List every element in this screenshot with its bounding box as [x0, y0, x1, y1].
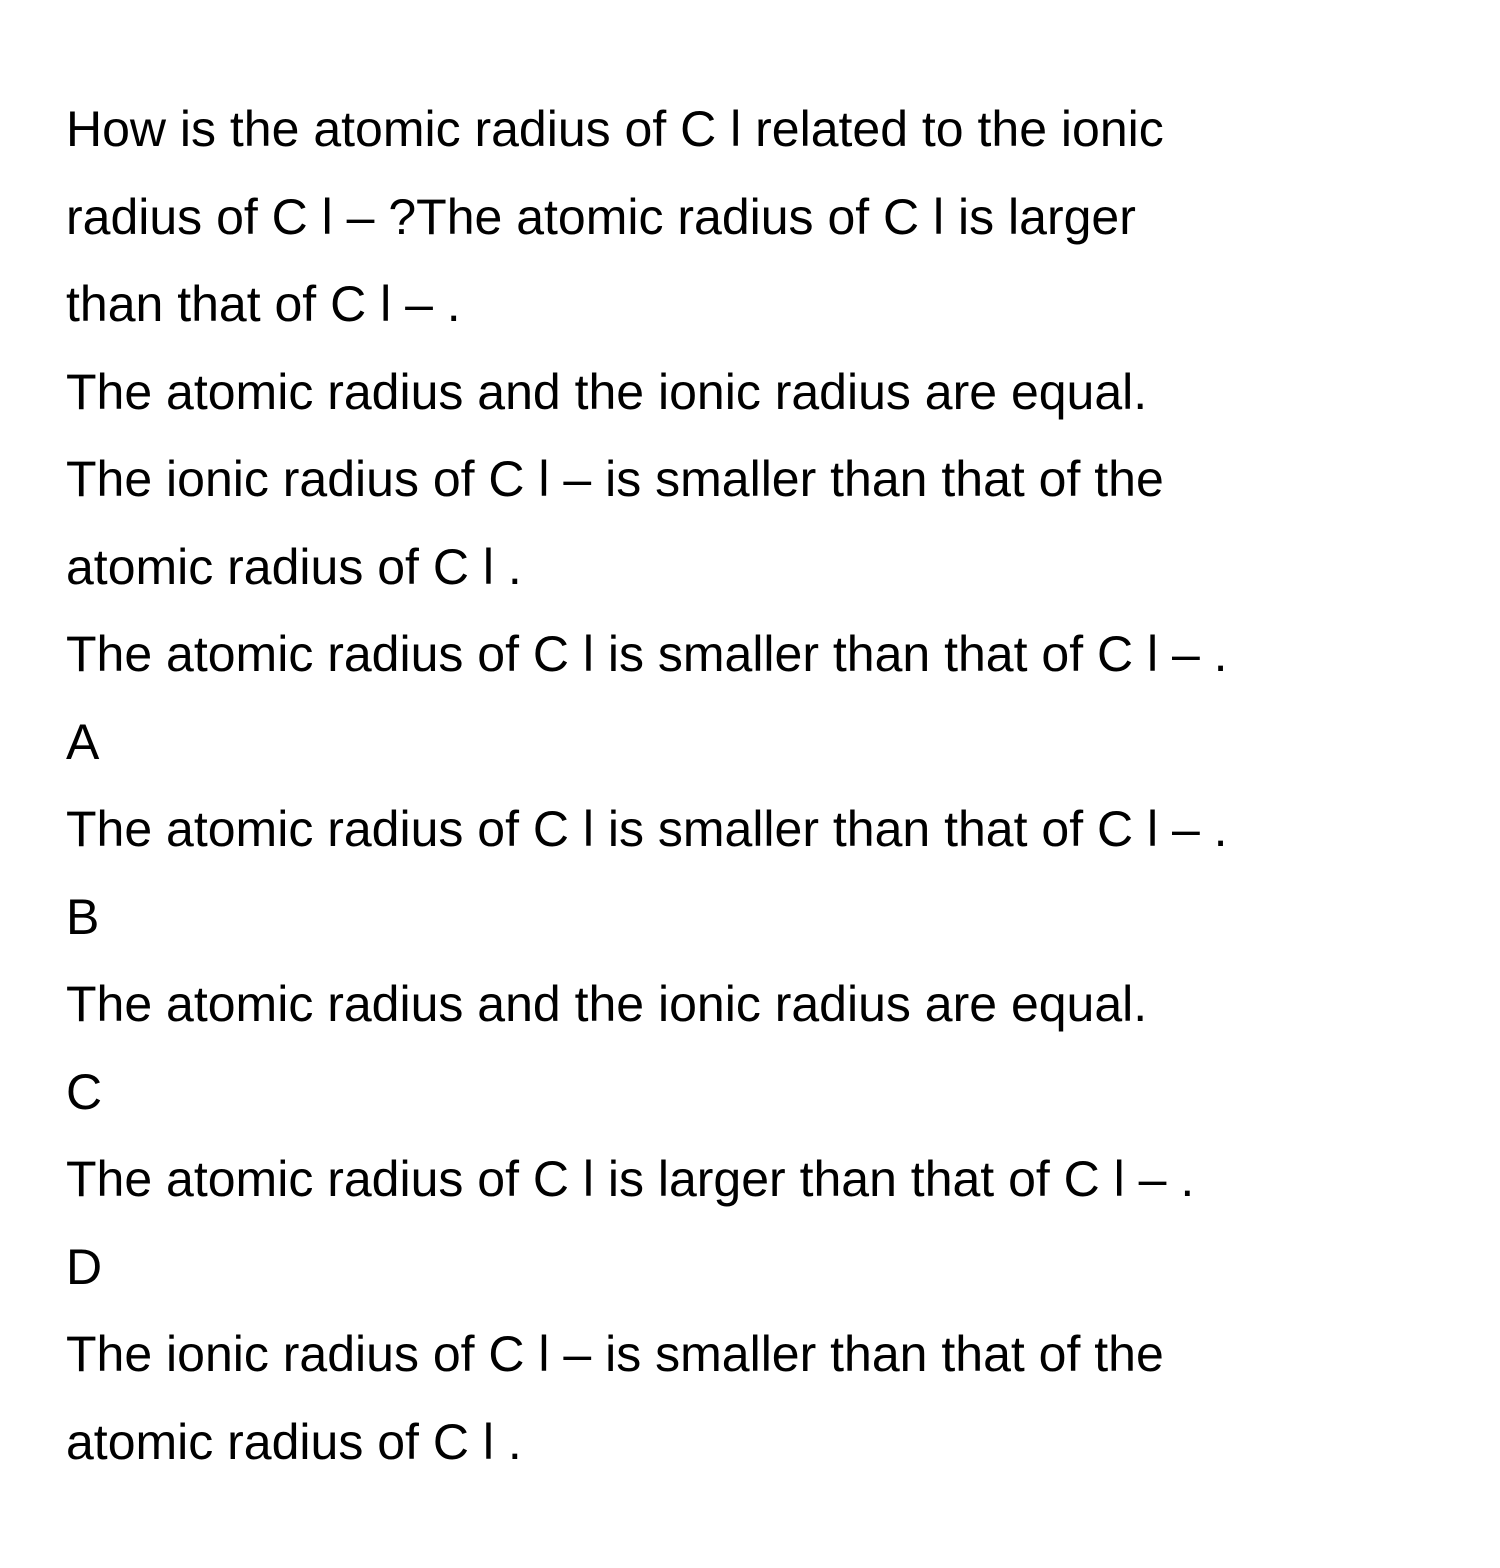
inline-choice-line: The ionic radius of C l – is smaller than that of the [66, 451, 1164, 507]
option-text: The atomic radius of C l is smaller than that of C l – . [66, 801, 1228, 857]
option-letter: A [66, 713, 100, 770]
option-text: The ionic radius of C l – is smaller than that of the [66, 1326, 1164, 1382]
option-letter: B [66, 888, 100, 945]
question-line: than that of C l – . [66, 276, 461, 332]
option-text: The atomic radius and the ionic radius are equal. [66, 976, 1148, 1032]
option-b[interactable] [66, 874, 1466, 1049]
question-document [66, 86, 1466, 1486]
question-line: radius of C l – ?The atomic radius of C l is larger [66, 188, 1136, 245]
inline-choice-line: The atomic radius of C l is smaller than that of C l – . [66, 626, 1228, 682]
option-text: The atomic radius of C l is larger than that of C l – . [66, 1151, 1195, 1207]
inline-choice-line: atomic radius of C l . [66, 538, 522, 595]
question-stem [66, 86, 1466, 349]
option-letter: D [66, 1238, 103, 1295]
question-line: How is the atomic radius of C l related to the ionic [66, 101, 1164, 157]
inline-choice-line: The atomic radius and the ionic radius are equal. [66, 363, 1148, 420]
option-d[interactable] [66, 1224, 1466, 1487]
option-c[interactable] [66, 1049, 1466, 1224]
option-a[interactable] [66, 699, 1466, 874]
option-text: atomic radius of C l . [66, 1413, 522, 1470]
option-letter: C [66, 1063, 103, 1120]
inline-choices [66, 349, 1466, 699]
